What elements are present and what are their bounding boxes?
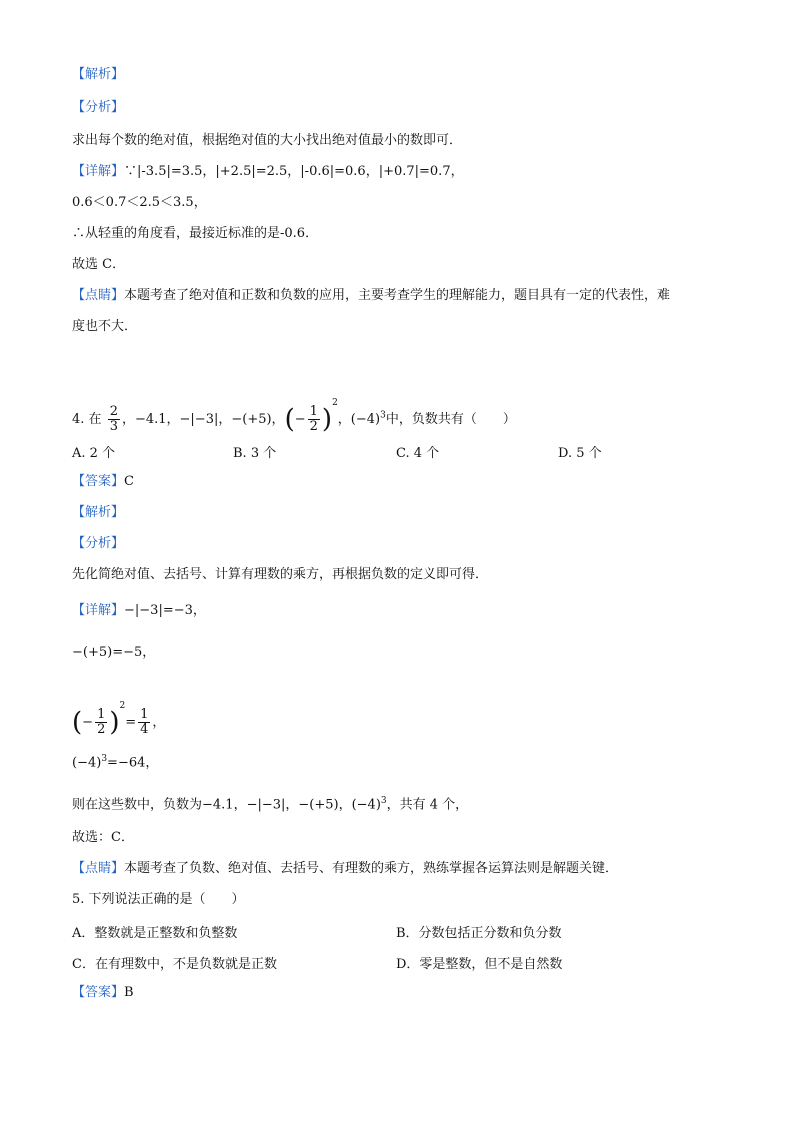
q4-rest1: ，−4.1，−|−3|，−(+5)， bbox=[121, 412, 285, 427]
q4-stem: 4. 在 $\frac{2}{3}$ ，−4.1，−|−3|，−(+5)，(− $\frac{1}{2}$ )$^2$，$(-4)^3$中，负数共有（ ） bbox=[72, 398, 516, 435]
q4-result-exp: 3 bbox=[380, 796, 387, 806]
compare-text: 0.6＜0.7＜2.5＜3.5， bbox=[72, 195, 207, 210]
q4-answer: C bbox=[124, 474, 134, 489]
q4-dianjing-text: 本题考查了负数、绝对值、去括号、有理数的乘方，熟练掌握各运算法则是解题关键． bbox=[124, 861, 619, 876]
fenxi-text: 求出每个数的绝对值，根据绝对值的大小找出绝对值最小的数即可． bbox=[72, 133, 463, 148]
q4-step3-eq: = bbox=[125, 715, 137, 730]
dianjing-label: 【点睛】 bbox=[72, 288, 125, 303]
jiexi-heading: 【解析】 bbox=[72, 67, 125, 82]
q4-result-a: 则在这些数中，负数为−4.1，−|−3|，−(+5)，(−4) bbox=[72, 797, 381, 813]
xiangjie-text: ∵|-3.5|=3.5，|+2.5|=2.5，|-0.6|=0.6，|+0.7|=0.7， bbox=[124, 164, 464, 179]
q4-rest2: ，(−4) bbox=[337, 412, 381, 427]
dianjing-text-2: 度也不大． bbox=[72, 319, 138, 334]
q4-step3-exp: 2 bbox=[119, 701, 126, 711]
q4-half-denominator: 2 bbox=[309, 419, 318, 434]
q4-step3: (− $\frac{1}{2}$ )$^2$= $\frac{1}{4}$ ， bbox=[72, 701, 166, 738]
q5-option-b: B．分数包括正分数和负分数 bbox=[396, 926, 562, 941]
q4-step3-denominator: 2 bbox=[97, 722, 106, 737]
q4-dianjing-label: 【点睛】 bbox=[72, 861, 125, 876]
q4-step2: −(+5)=−5， bbox=[72, 645, 156, 660]
q4-choose: 故选：C． bbox=[72, 830, 134, 845]
q4-step3-end: ， bbox=[152, 715, 166, 730]
q4-step3-result-denominator: 4 bbox=[140, 722, 149, 737]
conclusion-text: ∴从轻重的角度看，最接近标准的是-0.6． bbox=[72, 226, 319, 241]
q4-step4-rest: =−64， bbox=[107, 755, 159, 771]
q4-fraction bbox=[108, 405, 120, 434]
q4-fenxi-heading: 【分析】 bbox=[72, 536, 125, 551]
xiangjie-label: 【详解】 bbox=[72, 164, 125, 179]
q4-step3-fraction bbox=[95, 708, 107, 737]
q4-dianjing-line bbox=[72, 860, 618, 878]
q5-answer: B bbox=[124, 985, 134, 1000]
q5-stem: 5. 下列说法正确的是（ ） bbox=[72, 892, 245, 907]
q4-step3-result-numerator: 1 bbox=[140, 707, 149, 722]
dianjing-text: 本题考查了绝对值和正数和负数的应用，主要考查学生的理解能力，题目具有一定的代表性，难 bbox=[124, 288, 671, 303]
q4-half bbox=[308, 405, 320, 434]
q4-half-numerator: 1 bbox=[309, 404, 318, 419]
q4-tail: 中，负数共有（ ） bbox=[385, 412, 516, 427]
q4-answer-label: 【答案】 bbox=[72, 474, 125, 489]
q4-result bbox=[72, 792, 468, 814]
q4-option-c: C. 4 个 bbox=[396, 446, 440, 461]
q4-result-b: ，共有 4 个， bbox=[386, 797, 469, 813]
q4-exp: 2 bbox=[332, 398, 338, 408]
q4-exp2: 3 bbox=[380, 410, 386, 421]
q4-option-b: B. 3 个 bbox=[233, 446, 277, 461]
q4-step3-numerator: 1 bbox=[97, 707, 106, 722]
q4-frac-denominator: 3 bbox=[109, 419, 118, 434]
q4-step4-exp: 3 bbox=[101, 754, 108, 764]
fenxi-heading: 【分析】 bbox=[72, 100, 125, 115]
q4-xiangjie-label: 【详解】 bbox=[72, 603, 125, 618]
q5-option-a: A．整数就是正整数和负整数 bbox=[72, 926, 238, 941]
q4-answer-line bbox=[72, 473, 134, 491]
q4-step1: −|−3|=−3， bbox=[124, 603, 206, 618]
q4-option-d: D. 5 个 bbox=[558, 446, 602, 461]
q4-fenxi-text: 先化简绝对值、去括号、计算有理数的乘方，再根据负数的定义即可得． bbox=[72, 567, 489, 582]
q4-step4-base: (−4) bbox=[72, 755, 102, 771]
q4-step1-line bbox=[72, 602, 206, 620]
q4-step4 bbox=[72, 750, 158, 772]
q5-option-c: C．在有理数中，不是负数就是正数 bbox=[72, 957, 277, 972]
q4-step3-result bbox=[138, 708, 150, 737]
q4-option-a: A. 2 个 bbox=[72, 446, 116, 461]
q5-option-d: D．零是整数，但不是自然数 bbox=[396, 957, 563, 972]
q5-answer-label: 【答案】 bbox=[72, 985, 125, 1000]
dianjing-line bbox=[72, 287, 670, 305]
q4-num: 4. 在 bbox=[72, 412, 102, 427]
q5-answer-line bbox=[72, 984, 134, 1002]
choose-text: 故选 C． bbox=[72, 257, 126, 272]
q4-jiexi-heading: 【解析】 bbox=[72, 505, 125, 520]
xiangjie-line bbox=[72, 163, 464, 181]
q4-frac-numerator: 2 bbox=[109, 404, 118, 419]
